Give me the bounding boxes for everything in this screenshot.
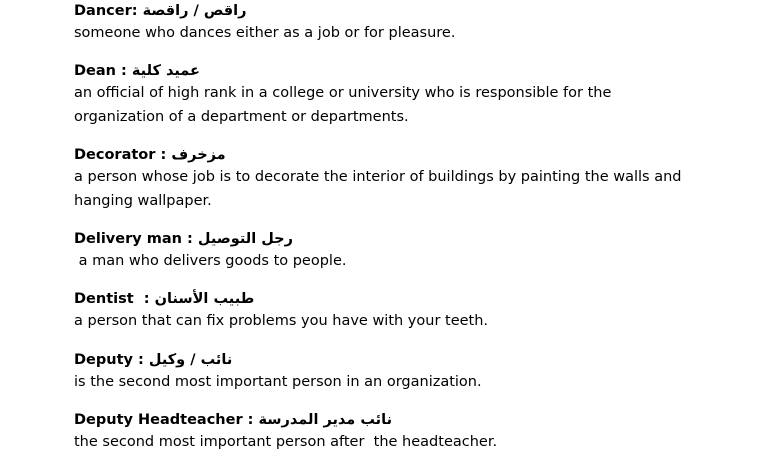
glossary-entry-dean [74, 61, 754, 129]
entry-arabic-term: مزخرف [171, 147, 226, 163]
entry-arabic-term: نائب / وكيل [148, 352, 233, 368]
glossary-entry-dentist [74, 289, 754, 333]
entry-definition-line: an official of high rank in a college or university who is responsible for the [74, 85, 612, 101]
entry-heading [74, 289, 754, 309]
glossary-entry-decorator [74, 145, 754, 213]
glossary-entry-deputy [74, 350, 754, 394]
entry-definition-line: is the second most important person in an organization. [74, 374, 482, 390]
entry-definition-line: organization of a department or departments. [74, 109, 409, 125]
entry-term: Delivery man : [74, 231, 193, 247]
entry-heading [74, 229, 754, 249]
entry-term: Dentist : [74, 291, 150, 307]
entry-term: Deputy Headteacher : [74, 412, 254, 428]
glossary-entry-dancer [74, 1, 754, 45]
entry-term: Dean : [74, 63, 127, 79]
entry-definition-line: hanging wallpaper. [74, 193, 212, 209]
entry-term: Dancer: [74, 3, 138, 19]
entry-definition-line: a person whose job is to decorate the interior of buildings by painting the walls and [74, 169, 682, 185]
entry-term: Decorator : [74, 147, 167, 163]
entry-definition-line: someone who dances either as a job or for pleasure. [74, 25, 456, 41]
entry-heading [74, 1, 754, 21]
entry-arabic-term: نائب مدير المدرسة [258, 412, 393, 428]
entry-heading [74, 350, 754, 370]
entry-heading [74, 61, 754, 81]
entry-arabic-term: راقص / راقصة [142, 3, 247, 19]
entry-arabic-term: رجل التوصيل [197, 231, 293, 247]
entry-definition-line: a person that can fix problems you have with your teeth. [74, 313, 489, 329]
entry-arabic-term: عميد كلية [131, 63, 200, 79]
glossary-entry-delivery-man [74, 229, 754, 273]
entry-term: Deputy : [74, 352, 144, 368]
entry-definition-line: the second most important person after the headteacher. [74, 434, 498, 450]
glossary-entry-deputy-headteacher [74, 410, 754, 454]
entry-heading [74, 145, 754, 165]
entry-arabic-term: طبيب الأسنان [154, 291, 255, 307]
entry-definition-line: a man who delivers goods to people. [74, 253, 347, 269]
entry-heading [74, 410, 754, 430]
